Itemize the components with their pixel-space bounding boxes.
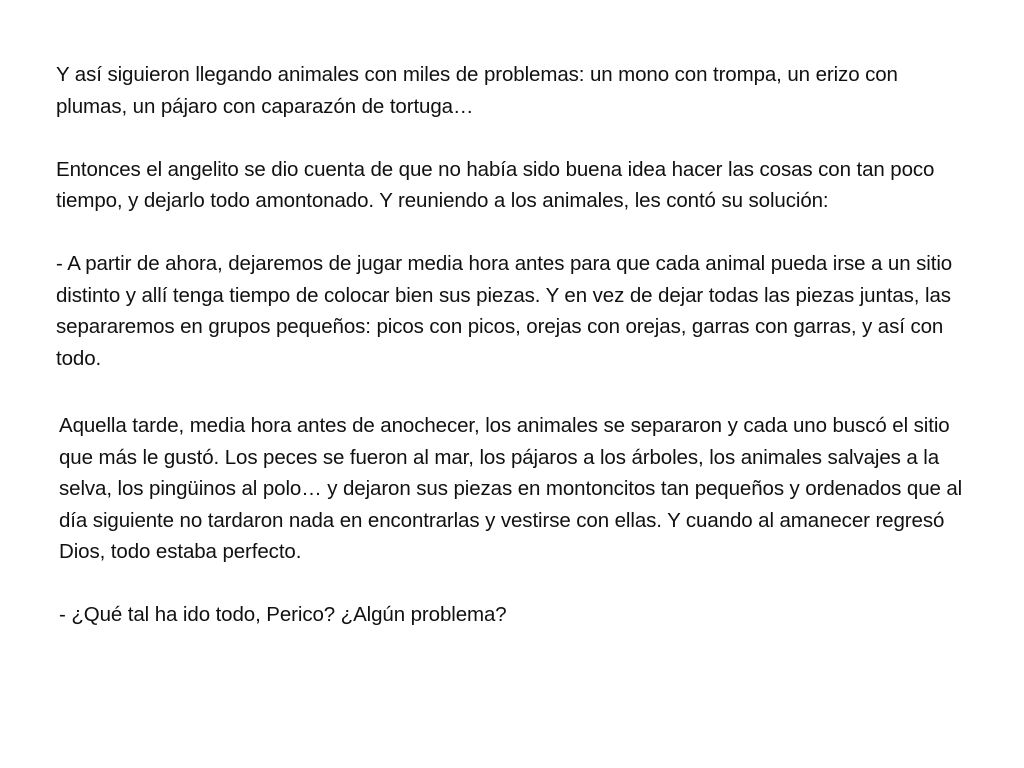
story-text-block-2 <box>59 410 971 631</box>
story-text-block-1 <box>56 59 968 374</box>
paragraph-animals-arriving: Y así siguieron llegando animales con miles de problemas: un mono con trompa, un erizo con plumas, un pájaro con caparazón de tortuga… <box>56 63 898 118</box>
paragraph-angel-realizes: Entonces el angelito se dio cuenta de que no había sido buena idea hacer las cosas con tan poco tiempo, y dejarlo todo amontonado. Y reuniendo a los animales, les contó su solución: <box>56 157 935 212</box>
paragraph-solution-dialogue: - A partir de ahora, dejaremos de jugar media hora antes para que cada animal pueda irse a un sitio distinto y allí tenga tiempo de colocar bien sus piezas. Y en vez de dejar todas las piezas juntas, las separaremos en grupos pequeños: picos con picos, orejas con orejas, garras con garras, y así con todo. <box>56 252 953 370</box>
paragraph-that-afternoon: Aquella tarde, media hora antes de anochecer, los animales se separaron y cada uno buscó el sitio que más le gustó. Los peces se fueron al mar, los pájaros a los árboles, los animales salvajes a la selva, los pingüinos al polo… y dejaron sus piezas en montoncitos tan pequeños y ordenados que al día siguiente no tardaron nada en encontrarlas y vestirse con ellas. Y cuando al amanecer regresó Dios, todo estaba perfecto. <box>59 414 963 563</box>
paragraph-god-question: - ¿Qué tal ha ido todo, Perico? ¿Algún problema? <box>59 603 507 626</box>
